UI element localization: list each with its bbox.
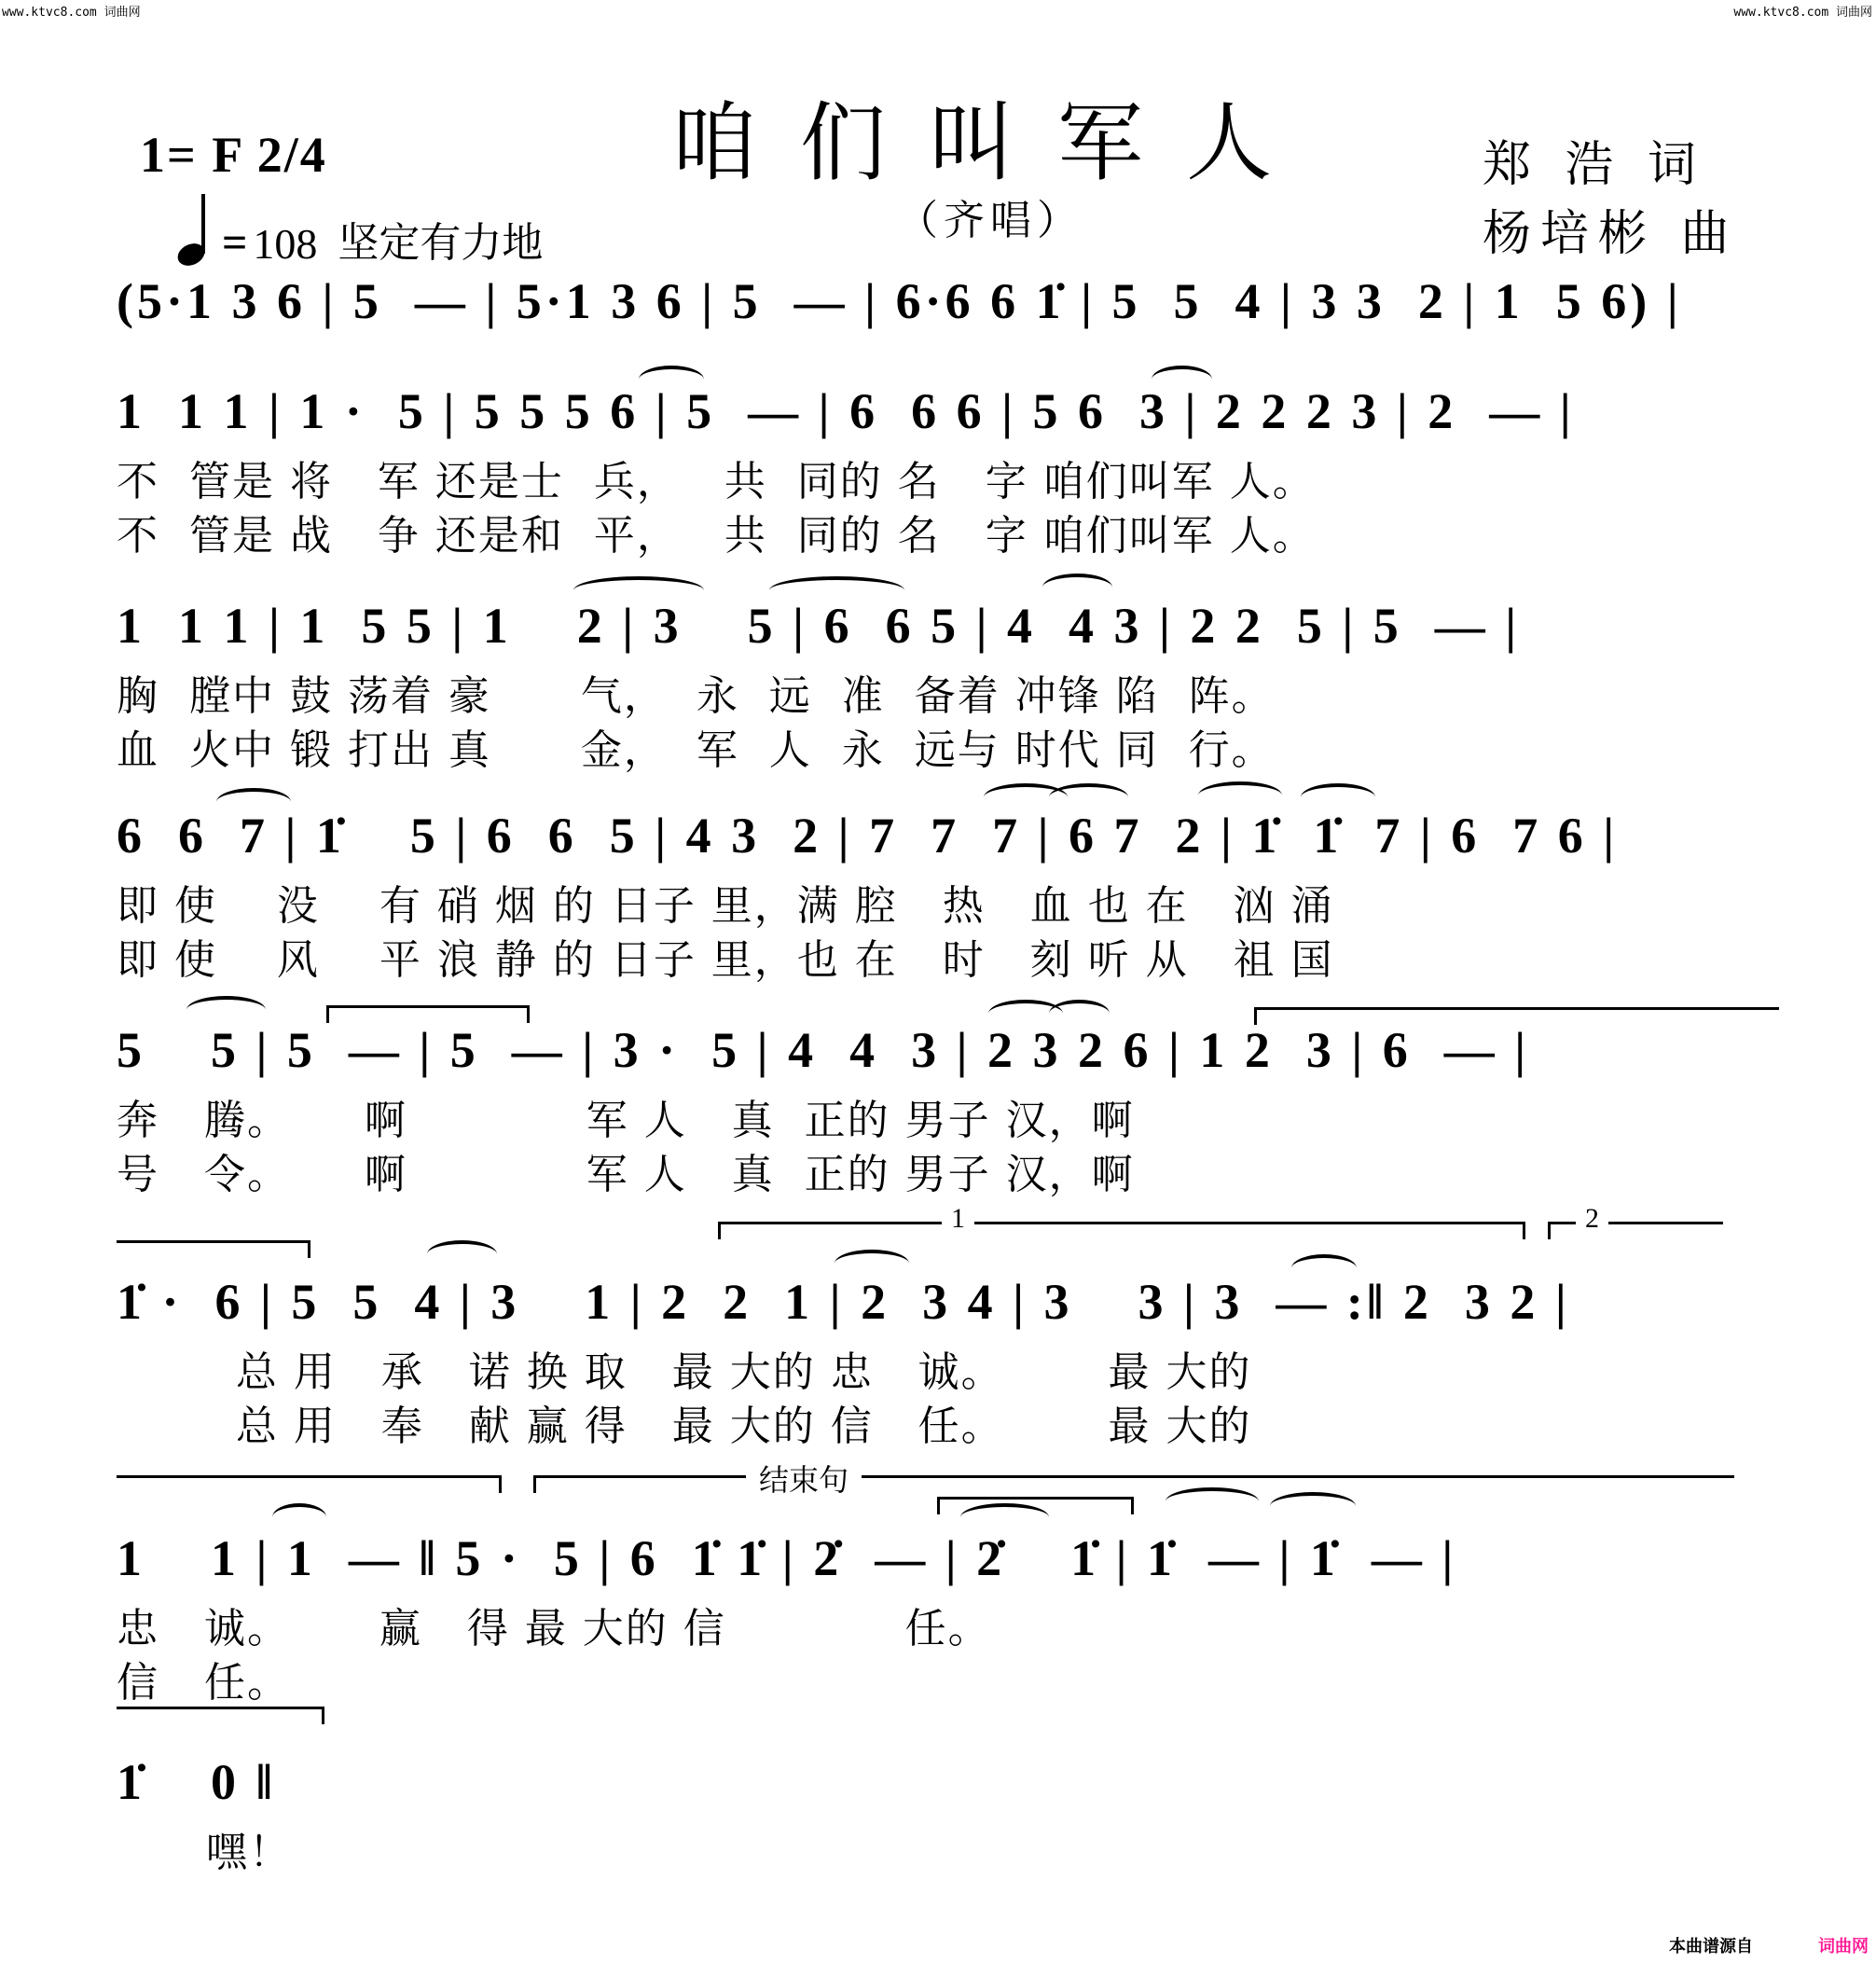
- brand-link[interactable]: 词曲网: [1818, 1937, 1869, 1956]
- ending-section-label: 结束句: [746, 1457, 862, 1500]
- lyric-verse-1: 胸 膛中 鼓 荡着 豪 气， 永 远 准 备着 冲锋 陷 阵。: [117, 672, 1275, 720]
- lyric-verse-1: 总 用 承 诺 换 取 最 大的 忠 诚。 最 大的: [117, 1348, 1252, 1396]
- volta-2-bracket: [1548, 1222, 1723, 1239]
- credits: [1483, 131, 1739, 269]
- slur: [960, 1503, 1049, 1531]
- slur: [1198, 781, 1282, 809]
- score-line-5: [117, 1273, 1767, 1450]
- slur: [1166, 1487, 1259, 1515]
- lyricist: 郑 浩 词: [1483, 137, 1706, 193]
- phrase-bracket: [117, 1707, 324, 1724]
- key-signature: 1= F 2/4: [140, 127, 327, 183]
- quarter-note-icon: [177, 194, 218, 269]
- watermark-right: www.ktvc8.com 词曲网: [1733, 6, 1872, 20]
- notation: 5 5 | 5 — | 5 — | 3 · 5 | 4 4 3 | 2 3 2 6 | 1 2 3 | 6 — |: [117, 1022, 1530, 1078]
- tempo-marking: [177, 194, 543, 269]
- footer: [1669, 1933, 1869, 1957]
- lyric-verse-1: 不 管是 将 军 还是士 兵， 共 同的 名 字 咱们叫军 人。: [117, 458, 1316, 505]
- notation: 1 1 1 | 1 · 5 | 5 5 5 6 | 5 — | 6 6 6 | 5 6 3 | 2 2 2 3 | 2 — |: [117, 383, 1575, 439]
- lyric-verse-2: 信 任。: [117, 1659, 290, 1707]
- lyric-verse-2: 不 管是 战 争 还是和 平， 共 同的 名 字 咱们叫军 人。: [117, 512, 1316, 560]
- score-line-4: [117, 1021, 1767, 1198]
- lyric-shout: 嘿！: [117, 1829, 292, 1876]
- source-text: 本曲谱源自: [1669, 1937, 1753, 1956]
- slur: [1270, 1492, 1356, 1520]
- volta-2-label: 2: [1576, 1203, 1608, 1235]
- lyric-verse-2: 总 用 奉 献 赢 得 最 大的 信 任。 最 大的: [117, 1403, 1252, 1450]
- score-line-6: [117, 1529, 1767, 1707]
- volta-1-bracket: [718, 1222, 1525, 1239]
- slur: [186, 996, 266, 1024]
- notation: 1 1 1 | 1 5 5 | 1 2 | 3 5 | 6 6 5 | 4 4 3 | 2 2 5 | 5 — |: [117, 598, 1521, 654]
- notation: 1̇ 0 ‖: [117, 1754, 277, 1810]
- tempo-bpm: 108: [253, 220, 318, 268]
- notation: 1̇ · 6 | 5 5 4 | 3 1 | 2 2 1 | 2 3 4 | 3 3 | 3 — :‖ 2 3 2 |: [117, 1274, 1570, 1330]
- ending-section-bracket: [533, 1475, 1734, 1493]
- volta-1-label: 1: [942, 1203, 974, 1235]
- performance-type: （齐唱）: [897, 197, 1083, 244]
- tempo-expression: 坚定有力地: [338, 219, 544, 267]
- score-line-1: [117, 382, 1767, 560]
- lyric-verse-1: 奔 腾。 啊 军 人 真 正的 男子 汉，啊: [117, 1097, 1135, 1144]
- lyric-verse-2: 即 使 风 平 浪 静 的 日子 里，也 在 时 刻 听 从 祖 国: [117, 936, 1334, 984]
- lyric-verse-2: 血 火中 锻 打出 真 金， 军 人 永 远与 时代 同 行。: [117, 726, 1275, 774]
- composer: 杨培彬 曲: [1483, 206, 1739, 262]
- notation: 6 6 7 | 1̇ 5 | 6 6 5 | 4 3 2 | 7 7 7 | 6 7 2 | 1̇ 1̇ 7 | 6 7 6 |: [117, 808, 1619, 864]
- lyric-verse-2: 号 令。 啊 军 人 真 正的 男子 汉，啊: [117, 1151, 1135, 1198]
- song-title: 咱们叫军人: [671, 93, 1316, 193]
- lyric-verse-1: 忠 诚。 赢 得 最 大的 信 任。: [117, 1605, 991, 1652]
- phrase-bracket: [117, 1240, 310, 1258]
- score-line-7: [117, 1753, 1767, 1876]
- tempo-equals: =: [222, 218, 248, 268]
- lyric-verse-1: 即 使 没 有 硝 烟 的 日子 里，满 腔 热 血 也 在 汹 涌: [117, 882, 1334, 930]
- notation: 1 1 | 1 — ‖ 5 · 5 | 6 1̇ 1̇ | 2̇ — | 2̇ 1̇ | 1̇ — | 1̇ — |: [117, 1530, 1457, 1586]
- score-line-intro: [117, 272, 1767, 338]
- score-line-3: [117, 807, 1767, 984]
- notation: (5·1 3 6 | 5 — | 5·1 3 6 | 5 — | 6·6 6 1̇ | 5 5 4 | 3 3 2 | 1 5 6) |: [117, 273, 1682, 329]
- watermark-left: www.ktvc8.com 词曲网: [2, 6, 141, 20]
- slur: [427, 1240, 497, 1268]
- phrase-bracket: [117, 1475, 502, 1493]
- score-line-2: [117, 597, 1767, 774]
- slur: [272, 1503, 326, 1531]
